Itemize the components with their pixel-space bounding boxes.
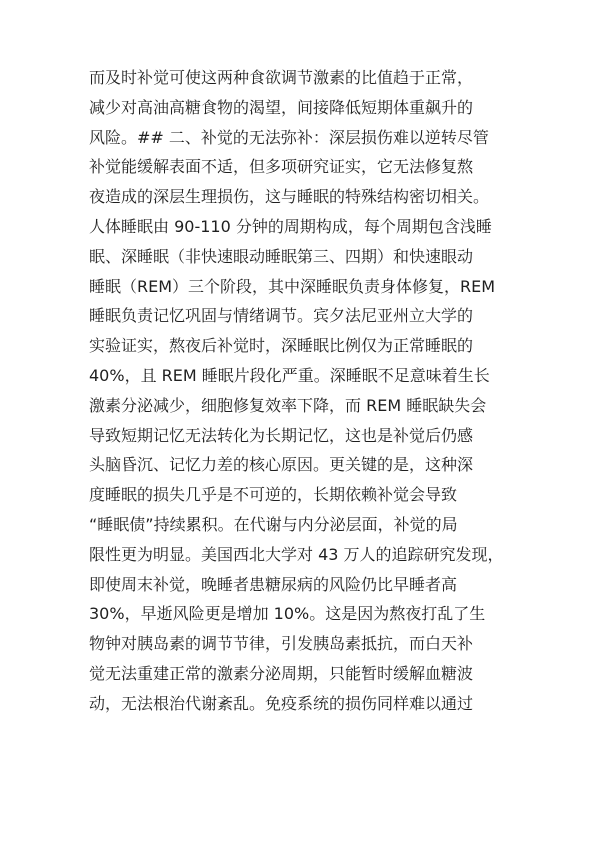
text-line: 动，无法根治代谢紊乱。免疫系统的损伤同样难以通过 — [89, 693, 474, 713]
text-line: 限性更为明显。美国西北大学对 43 万人的追踪研究发现， — [89, 544, 504, 564]
text-line: 即使周末补觉，晚睡者患糖尿病的风险仍比早睡者高 — [89, 574, 458, 594]
text-line: 风险。## 二、补觉的无法弥补：深层损伤难以逆转尽管 — [89, 127, 489, 147]
text-line: 实验证实，熬夜后补觉时，深睡眠比例仅为正常睡眠的 — [89, 336, 474, 356]
text-line: 补觉能缓解表面不适，但多项研究证实，它无法修复熬 — [89, 157, 474, 177]
text-line: 人体睡眠由 90-110 分钟的周期构成，每个周期包含浅睡 — [89, 216, 492, 236]
text-line: 眠、深睡眠（非快速眼动睡眠第三、四期）和快速眼动 — [89, 246, 474, 266]
text-line: 头脑昏沉、记忆力差的核心原因。更关键的是，这种深 — [89, 455, 474, 475]
text-line: 40%，且 REM 睡眠片段化严重。深睡眠不足意味着生长 — [89, 365, 490, 385]
text-line: “睡眠债”持续累积。在代谢与内分泌层面，补觉的局 — [89, 514, 458, 534]
text-line: 30%，早逝风险更是增加 10%。这是因为熬夜打乱了生 — [89, 604, 486, 624]
text-line: 度睡眠的损失几乎是不可逆的，长期依赖补觉会导致 — [89, 485, 458, 505]
text-line: 而及时补觉可使这两种食欲调节激素的比值趋于正常， — [89, 68, 474, 87]
text-line: 减少对高油高糖食物的渴望，间接降低短期体重飙升的 — [89, 97, 474, 117]
text-line: 物钟对胰岛素的调节节律，引发胰岛素抵抗，而白天补 — [89, 634, 474, 654]
text-line: 夜造成的深层生理损伤，这与睡眠的特殊结构密切相关。 — [89, 187, 490, 207]
text-line: 激素分泌减少，细胞修复效率下降，而 REM 睡眠缺失会 — [89, 395, 487, 415]
body-text — [89, 63, 519, 719]
text-line: 睡眠（REM）三个阶段，其中深睡眠负责身体修复，REM — [89, 276, 496, 296]
text-line: 觉无法重建正常的激素分泌周期，只能暂时缓解血糖波 — [89, 663, 474, 683]
text-line: 睡眠负责记忆巩固与情绪调节。宾夕法尼亚州立大学的 — [89, 306, 474, 326]
text-line: 导致短期记忆无法转化为长期记忆，这也是补觉后仍感 — [89, 425, 474, 445]
